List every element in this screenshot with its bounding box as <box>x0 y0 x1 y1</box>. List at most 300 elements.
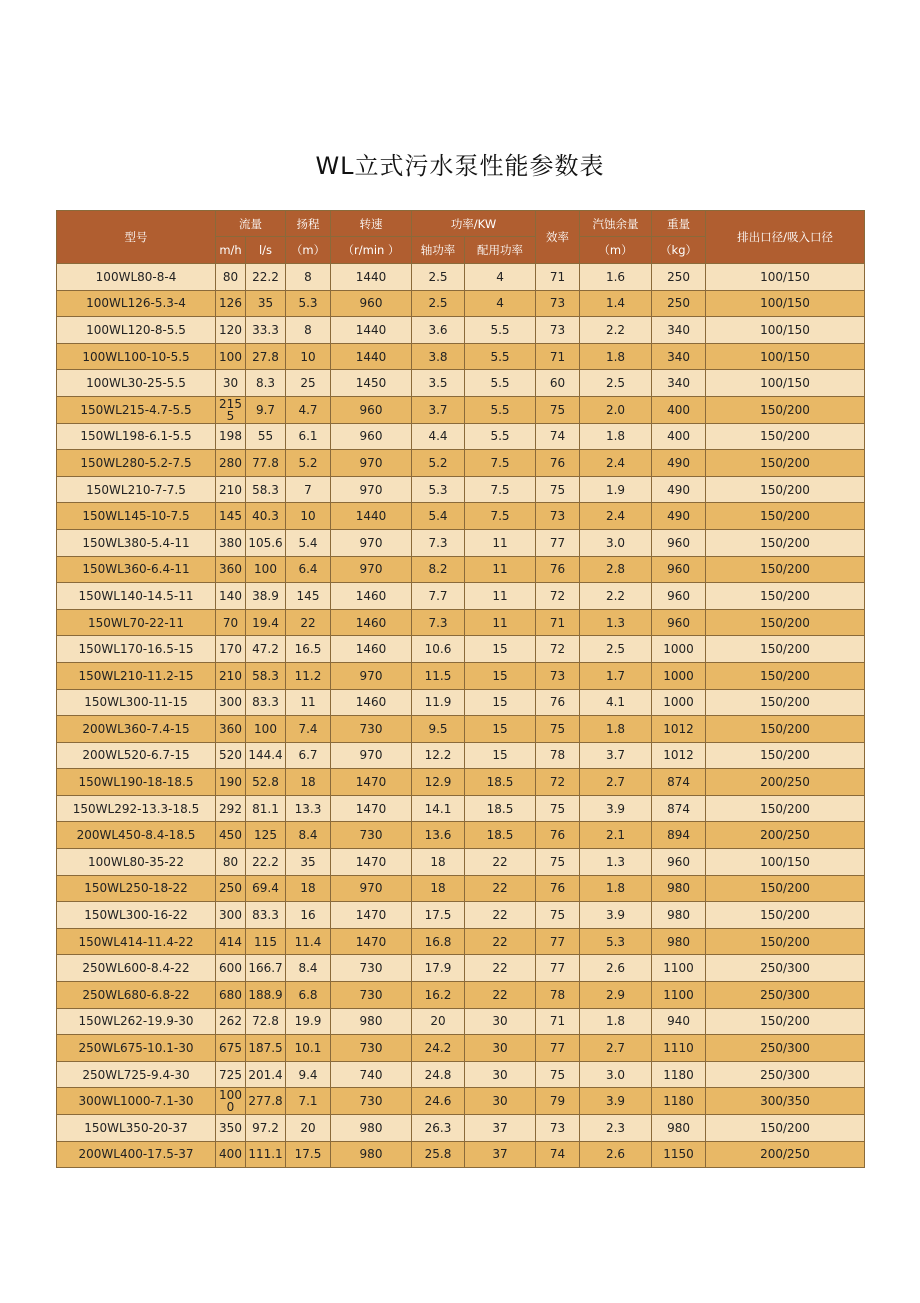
table-cell: 73 <box>536 317 580 344</box>
table-cell: 144.4 <box>246 742 286 769</box>
table-row <box>57 396 865 423</box>
table-cell: 13.6 <box>412 822 465 849</box>
table-cell: 980 <box>652 1115 706 1142</box>
table-cell: 76 <box>536 689 580 716</box>
table-cell: 15 <box>465 662 536 689</box>
table-cell: 16 <box>286 902 331 929</box>
table-cell: 75 <box>536 902 580 929</box>
table-cell: 9.5 <box>412 716 465 743</box>
table-cell: 960 <box>652 583 706 610</box>
table-cell: 970 <box>331 742 412 769</box>
table-cell: 22 <box>286 609 331 636</box>
table-cell: 3.6 <box>412 317 465 344</box>
table-cell: 2.5 <box>412 290 465 317</box>
table-cell: 13.3 <box>286 795 331 822</box>
table-cell: 150WL280-5.2-7.5 <box>57 450 216 477</box>
table-cell: 2.2 <box>580 583 652 610</box>
table-cell: 960 <box>331 423 412 450</box>
table-row <box>57 583 865 610</box>
table-cell: 1470 <box>331 795 412 822</box>
table-cell: 72.8 <box>246 1008 286 1035</box>
table-cell: 360 <box>216 556 246 583</box>
table-cell: 83.3 <box>246 902 286 929</box>
table-cell: 2.1 <box>580 822 652 849</box>
table-cell: 414 <box>216 928 246 955</box>
table-cell: 24.6 <box>412 1088 465 1115</box>
header-shaft-power: 轴功率 <box>412 237 465 264</box>
table-cell: 81.1 <box>246 795 286 822</box>
header-head-unit: （m） <box>286 237 331 264</box>
table-cell: 5.5 <box>465 423 536 450</box>
table-cell: 730 <box>331 1035 412 1062</box>
table-row <box>57 264 865 291</box>
table-cell: 58.3 <box>246 476 286 503</box>
table-cell: 5.5 <box>465 343 536 370</box>
table-cell: 75 <box>536 476 580 503</box>
table-cell: 100WL100-10-5.5 <box>57 343 216 370</box>
table-cell: 30 <box>465 1035 536 1062</box>
table-cell: 5.5 <box>465 396 536 423</box>
table-cell: 22.2 <box>246 264 286 291</box>
table-cell: 730 <box>331 822 412 849</box>
table-cell: 150/200 <box>706 1115 865 1142</box>
table-cell: 1440 <box>331 317 412 344</box>
table-row <box>57 742 865 769</box>
table-row <box>57 716 865 743</box>
table-cell: 74 <box>536 1141 580 1168</box>
table-cell: 1470 <box>331 849 412 876</box>
table-cell: 73 <box>536 1115 580 1142</box>
table-cell: 11 <box>465 556 536 583</box>
table-cell: 190 <box>216 769 246 796</box>
table-cell: 100 <box>216 343 246 370</box>
table-cell: 100 <box>246 716 286 743</box>
table-cell: 37 <box>465 1115 536 1142</box>
table-cell: 22 <box>465 875 536 902</box>
table-cell: 100/150 <box>706 849 865 876</box>
table-cell: 18 <box>286 769 331 796</box>
table-cell: 980 <box>331 1115 412 1142</box>
table-cell: 3.9 <box>580 795 652 822</box>
table-row <box>57 982 865 1009</box>
table-cell: 71 <box>536 264 580 291</box>
table-cell: 2.6 <box>580 1141 652 1168</box>
table-cell: 100WL80-35-22 <box>57 849 216 876</box>
table-cell: 10.6 <box>412 636 465 663</box>
table-cell: 7.3 <box>412 609 465 636</box>
table-cell: 5.3 <box>286 290 331 317</box>
table-cell: 1.8 <box>580 716 652 743</box>
table-cell: 3.0 <box>580 529 652 556</box>
table-cell: 55 <box>246 423 286 450</box>
table-cell: 150WL190-18-18.5 <box>57 769 216 796</box>
table-cell: 30 <box>465 1008 536 1035</box>
table-cell: 150WL262-19.9-30 <box>57 1008 216 1035</box>
table-cell: 100WL80-8-4 <box>57 264 216 291</box>
table-cell: 2.5 <box>580 636 652 663</box>
table-cell: 6.1 <box>286 423 331 450</box>
table-cell: 24.8 <box>412 1061 465 1088</box>
table-cell: 1470 <box>331 928 412 955</box>
table-cell: 960 <box>652 609 706 636</box>
table-row <box>57 503 865 530</box>
table-cell: 16.5 <box>286 636 331 663</box>
header-model: 型号 <box>57 211 216 264</box>
table-cell: 7.5 <box>465 476 536 503</box>
table-row <box>57 1008 865 1035</box>
table-cell: 150/200 <box>706 1008 865 1035</box>
header-head: 扬程 <box>286 211 331 237</box>
table-cell: 40.3 <box>246 503 286 530</box>
table-cell: 730 <box>331 1088 412 1115</box>
table-cell: 77 <box>536 955 580 982</box>
table-cell: 400 <box>652 423 706 450</box>
table-cell: 1100 <box>652 955 706 982</box>
table-cell: 2.7 <box>580 1035 652 1062</box>
table-cell: 380 <box>216 529 246 556</box>
table-cell: 1000 <box>652 662 706 689</box>
table-row <box>57 849 865 876</box>
table-row <box>57 822 865 849</box>
table-cell: 3.9 <box>580 902 652 929</box>
table-cell: 17.5 <box>286 1141 331 1168</box>
table-cell: 1.3 <box>580 849 652 876</box>
table-cell: 115 <box>246 928 286 955</box>
table-cell: 5.5 <box>465 370 536 397</box>
table-cell: 2.0 <box>580 396 652 423</box>
table-cell: 980 <box>652 902 706 929</box>
table-cell: 18.5 <box>465 769 536 796</box>
table-cell: 78 <box>536 742 580 769</box>
table-cell: 2.5 <box>580 370 652 397</box>
table-cell: 19.9 <box>286 1008 331 1035</box>
table-cell: 9.7 <box>246 396 286 423</box>
table-cell: 150/200 <box>706 476 865 503</box>
table-cell: 30 <box>216 370 246 397</box>
table-cell: 262 <box>216 1008 246 1035</box>
table-cell: 35 <box>286 849 331 876</box>
table-cell: 730 <box>331 982 412 1009</box>
table-cell: 60 <box>536 370 580 397</box>
table-cell: 150/200 <box>706 423 865 450</box>
table-cell: 150/200 <box>706 450 865 477</box>
table-cell: 1.8 <box>580 875 652 902</box>
table-cell: 1.8 <box>580 1008 652 1035</box>
table-cell: 5.3 <box>412 476 465 503</box>
table-cell: 150/200 <box>706 662 865 689</box>
table-cell: 200WL400-17.5-37 <box>57 1141 216 1168</box>
table-cell: 300/350 <box>706 1088 865 1115</box>
table-cell: 675 <box>216 1035 246 1062</box>
table-cell: 3.8 <box>412 343 465 370</box>
table-row <box>57 529 865 556</box>
table-cell: 150WL250-18-22 <box>57 875 216 902</box>
table-cell: 170 <box>216 636 246 663</box>
table-cell: 1470 <box>331 902 412 929</box>
table-row <box>57 928 865 955</box>
table-cell: 47.2 <box>246 636 286 663</box>
table-cell: 250WL600-8.4-22 <box>57 955 216 982</box>
table-cell: 1012 <box>652 716 706 743</box>
table-cell: 150/200 <box>706 902 865 929</box>
table-cell: 150WL360-6.4-11 <box>57 556 216 583</box>
table-cell: 75 <box>536 396 580 423</box>
table-cell: 250 <box>216 875 246 902</box>
table-cell: 150WL300-16-22 <box>57 902 216 929</box>
table-cell: 292 <box>216 795 246 822</box>
page-title: WL立式污水泵性能参数表 <box>315 152 605 180</box>
table-cell: 150WL210-7-7.5 <box>57 476 216 503</box>
table-cell: 1460 <box>331 636 412 663</box>
table-header <box>57 211 865 264</box>
table-cell: 5.2 <box>412 450 465 477</box>
table-cell: 22.2 <box>246 849 286 876</box>
table-cell: 1150 <box>652 1141 706 1168</box>
table-cell: 12.9 <box>412 769 465 796</box>
table-cell: 960 <box>652 529 706 556</box>
table-cell: 8 <box>286 317 331 344</box>
table-cell: 3.9 <box>580 1088 652 1115</box>
table-cell: 150/200 <box>706 689 865 716</box>
table-cell: 71 <box>536 609 580 636</box>
table-cell: 15 <box>465 742 536 769</box>
table-cell: 187.5 <box>246 1035 286 1062</box>
table-cell: 11.9 <box>412 689 465 716</box>
table-cell: 874 <box>652 769 706 796</box>
table-cell: 80 <box>216 264 246 291</box>
table-cell: 1.9 <box>580 476 652 503</box>
table-cell: 150/200 <box>706 716 865 743</box>
table-cell: 166.7 <box>246 955 286 982</box>
table-cell: 75 <box>536 795 580 822</box>
table-cell: 145 <box>216 503 246 530</box>
table-cell: 11 <box>286 689 331 716</box>
table-cell: 340 <box>652 317 706 344</box>
table-cell: 970 <box>331 450 412 477</box>
table-cell: 250/300 <box>706 1061 865 1088</box>
table-cell: 37 <box>465 1141 536 1168</box>
table-cell: 2.7 <box>580 769 652 796</box>
table-cell: 9.4 <box>286 1061 331 1088</box>
table-cell: 490 <box>652 503 706 530</box>
table-cell: 200WL520-6.7-15 <box>57 742 216 769</box>
table-cell: 76 <box>536 556 580 583</box>
table-cell: 111.1 <box>246 1141 286 1168</box>
table-cell: 250WL725-9.4-30 <box>57 1061 216 1088</box>
table-cell: 11.5 <box>412 662 465 689</box>
table-cell: 1180 <box>652 1088 706 1115</box>
table-cell: 730 <box>331 716 412 743</box>
table-cell: 17.9 <box>412 955 465 982</box>
table-cell: 15 <box>465 689 536 716</box>
table-cell: 5.3 <box>580 928 652 955</box>
header-weight: 重量 <box>652 211 706 237</box>
header-weight-unit: （kg） <box>652 237 706 264</box>
table-cell: 874 <box>652 795 706 822</box>
table-cell: 6.4 <box>286 556 331 583</box>
header-flow-ls: l/s <box>246 237 286 264</box>
table-cell: 894 <box>652 822 706 849</box>
table-cell: 5.4 <box>286 529 331 556</box>
table-row <box>57 902 865 929</box>
table-cell: 100/150 <box>706 264 865 291</box>
table-cell: 1470 <box>331 769 412 796</box>
table-cell: 1460 <box>331 609 412 636</box>
table-cell: 970 <box>331 556 412 583</box>
table-cell: 30 <box>465 1088 536 1115</box>
table-cell: 100 <box>246 556 286 583</box>
table-cell: 58.3 <box>246 662 286 689</box>
table-cell: 350 <box>216 1115 246 1142</box>
table-cell: 150WL170-16.5-15 <box>57 636 216 663</box>
table-cell: 340 <box>652 370 706 397</box>
table-cell: 7.7 <box>412 583 465 610</box>
table-cell: 960 <box>652 556 706 583</box>
table-cell: 10 <box>286 503 331 530</box>
table-cell: 100WL30-25-5.5 <box>57 370 216 397</box>
table-cell: 1.3 <box>580 609 652 636</box>
table-cell: 150WL140-14.5-11 <box>57 583 216 610</box>
table-cell: 980 <box>331 1141 412 1168</box>
table-cell: 970 <box>331 662 412 689</box>
table-row <box>57 370 865 397</box>
table-cell: 980 <box>331 1008 412 1035</box>
table-cell: 70 <box>216 609 246 636</box>
table-cell: 73 <box>536 662 580 689</box>
table-cell: 30 <box>465 1061 536 1088</box>
table-cell: 725 <box>216 1061 246 1088</box>
table-cell: 76 <box>536 450 580 477</box>
table-cell: 150WL198-6.1-5.5 <box>57 423 216 450</box>
table-cell: 150/200 <box>706 396 865 423</box>
table-cell: 72 <box>536 583 580 610</box>
table-cell: 300 <box>216 689 246 716</box>
table-row <box>57 875 865 902</box>
table-cell: 11 <box>465 583 536 610</box>
table-cell: 200WL360-7.4-15 <box>57 716 216 743</box>
table-row <box>57 317 865 344</box>
table-row <box>57 689 865 716</box>
table-cell: 12.2 <box>412 742 465 769</box>
table-cell: 970 <box>331 529 412 556</box>
table-cell: 7.3 <box>412 529 465 556</box>
table-cell: 200/250 <box>706 822 865 849</box>
table-cell: 150WL292-13.3-18.5 <box>57 795 216 822</box>
table-cell: 8.3 <box>246 370 286 397</box>
pump-performance-table <box>56 210 865 1168</box>
table-cell: 960 <box>331 290 412 317</box>
table-cell: 25.8 <box>412 1141 465 1168</box>
table-row <box>57 1061 865 1088</box>
table-cell: 150WL210-11.2-15 <box>57 662 216 689</box>
table-cell: 1.8 <box>580 423 652 450</box>
table-cell: 18.5 <box>465 795 536 822</box>
table-cell: 2.4 <box>580 503 652 530</box>
table-cell: 125 <box>246 822 286 849</box>
table-cell: 200/250 <box>706 769 865 796</box>
table-cell: 4.1 <box>580 689 652 716</box>
table-cell: 400 <box>652 396 706 423</box>
table-cell: 7.4 <box>286 716 331 743</box>
table-cell: 2.4 <box>580 450 652 477</box>
table-cell: 77.8 <box>246 450 286 477</box>
table-cell: 7.5 <box>465 503 536 530</box>
table-cell: 140 <box>216 583 246 610</box>
table-cell: 960 <box>652 849 706 876</box>
table-cell: 980 <box>652 928 706 955</box>
table-cell: 980 <box>652 875 706 902</box>
table-cell: 77 <box>536 1035 580 1062</box>
table-cell: 200/250 <box>706 1141 865 1168</box>
table-cell: 22 <box>465 902 536 929</box>
table-cell: 250 <box>652 290 706 317</box>
table-cell: 120 <box>216 317 246 344</box>
table-cell: 7.1 <box>286 1088 331 1115</box>
table-cell: 71 <box>536 343 580 370</box>
table-cell: 150/200 <box>706 556 865 583</box>
header-motor-power: 配用功率 <box>465 237 536 264</box>
table-cell: 52.8 <box>246 769 286 796</box>
table-cell: 75 <box>536 716 580 743</box>
table-cell: 11 <box>465 609 536 636</box>
table-cell: 77 <box>536 928 580 955</box>
table-cell: 100/150 <box>706 370 865 397</box>
table-row <box>57 1141 865 1168</box>
table-cell: 490 <box>652 476 706 503</box>
table-row <box>57 769 865 796</box>
table-cell: 79 <box>536 1088 580 1115</box>
table-cell: 150/200 <box>706 928 865 955</box>
table-cell: 8.2 <box>412 556 465 583</box>
table-cell: 71 <box>536 1008 580 1035</box>
table-cell: 73 <box>536 503 580 530</box>
table-cell: 80 <box>216 849 246 876</box>
table-cell: 150/200 <box>706 875 865 902</box>
table-cell: 198 <box>216 423 246 450</box>
table-cell: 250WL680-6.8-22 <box>57 982 216 1009</box>
table-body <box>57 264 865 1168</box>
table-cell: 75 <box>536 849 580 876</box>
table-cell: 22 <box>465 982 536 1009</box>
table-cell: 740 <box>331 1061 412 1088</box>
table-cell: 150WL300-11-15 <box>57 689 216 716</box>
table-cell: 145 <box>286 583 331 610</box>
table-cell: 1000 <box>652 636 706 663</box>
table-cell: 150WL414-11.4-22 <box>57 928 216 955</box>
table-cell: 7 <box>286 476 331 503</box>
table-cell: 24.2 <box>412 1035 465 1062</box>
header-flow: 流量 <box>216 211 286 237</box>
table-cell: 11.4 <box>286 928 331 955</box>
table-cell: 100/150 <box>706 317 865 344</box>
table-cell: 150/200 <box>706 503 865 530</box>
table-cell: 1.8 <box>580 343 652 370</box>
table-cell: 16.8 <box>412 928 465 955</box>
table-cell: 210 <box>216 662 246 689</box>
header-speed-unit: （r/min ） <box>331 237 412 264</box>
table-cell: 18 <box>412 849 465 876</box>
table-cell: 250/300 <box>706 1035 865 1062</box>
table-cell: 15 <box>465 636 536 663</box>
table-cell: 4.7 <box>286 396 331 423</box>
table-cell: 8 <box>286 264 331 291</box>
table-cell: 6.8 <box>286 982 331 1009</box>
table-cell: 27.8 <box>246 343 286 370</box>
table-cell: 1.7 <box>580 662 652 689</box>
table-cell: 8.4 <box>286 955 331 982</box>
table-cell: 960 <box>331 396 412 423</box>
table-cell: 1460 <box>331 583 412 610</box>
